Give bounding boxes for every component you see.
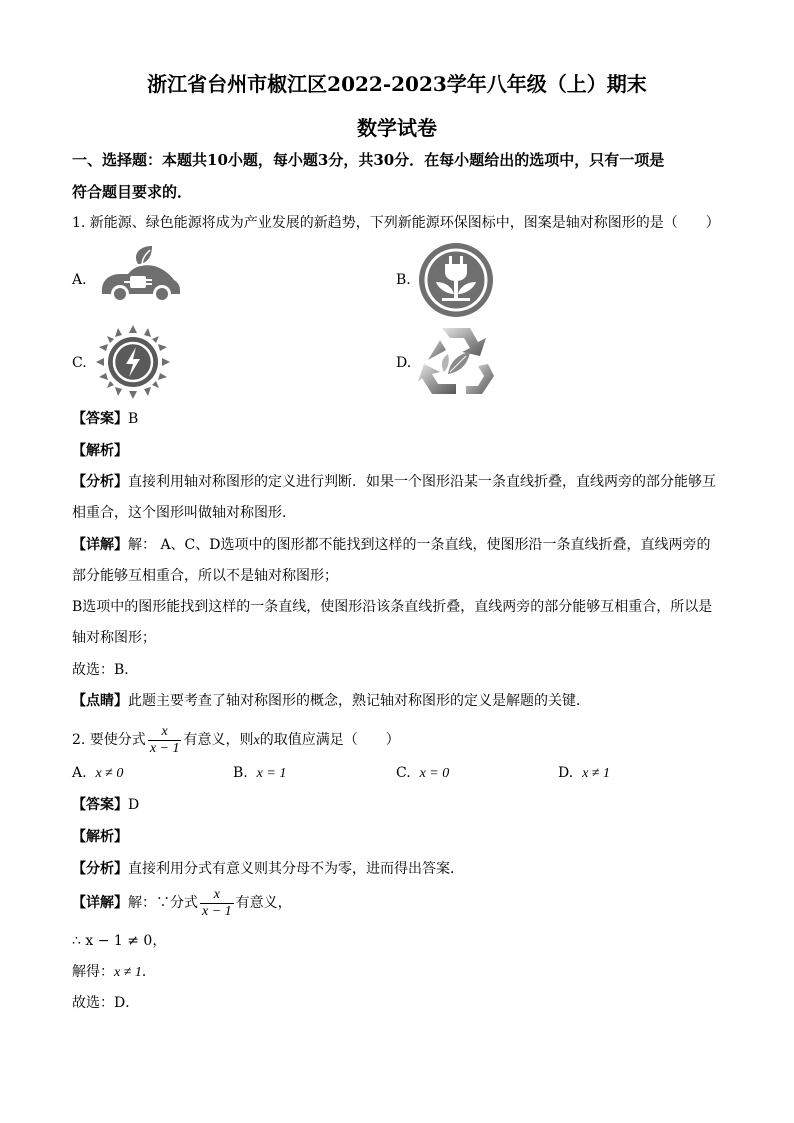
q1-detail-line4: 轴对称图形； <box>72 630 156 646</box>
q1-option-a-label: A. <box>72 272 87 288</box>
q2-step2-post: ． <box>141 964 156 980</box>
q1-answer: B <box>128 411 139 427</box>
q2-option-c-expr: x = 0 <box>419 766 450 781</box>
q2-stem-mid: 有意义，则 <box>183 732 254 748</box>
q2-option-c <box>396 765 449 782</box>
q2-fenxi-tag: 【分析】 <box>72 861 128 877</box>
q1-option-d-label: D. <box>396 355 412 371</box>
section-heading-line1: 一、选择题：本题共10小题，每小题3分，共30分．在每小题给出的选项中，只有一项是 <box>72 151 665 169</box>
q2-stem-post: 的取值应满足（ ） <box>259 732 400 748</box>
solar-lightning-icon <box>96 325 170 403</box>
q2-stem <box>72 723 400 758</box>
q2-fenxi-text: 直接利用分式有意义则其分母不为零，进而得出答案． <box>128 861 464 877</box>
q1-detail-tag: 【详解】 <box>72 537 128 553</box>
q2-detail-frac-denominator: x − 1 <box>202 903 232 919</box>
q2-option-b-label: B. <box>233 765 248 781</box>
q2-detail-tag: 【详解】 <box>72 895 128 911</box>
q2-frac-denominator: x − 1 <box>149 740 180 756</box>
q1-review-text: 此题主要考查了轴对称图形的概念，熟记轴对称图形的定义是解题的关键． <box>128 693 590 709</box>
q2-step2-pre: 解得： <box>72 964 114 980</box>
q1-fenxi-tag: 【分析】 <box>72 474 128 490</box>
q2-answer-line <box>72 795 139 815</box>
q2-detail-line <box>72 886 292 920</box>
q2-analysis-tag: 【解析】 <box>72 829 128 845</box>
q2-step2-expr: x ≠ 1 <box>114 965 142 980</box>
q2-stem-pre: 2. 要使分式 <box>72 732 146 748</box>
q2-step2 <box>72 962 156 983</box>
q2-option-a-label: A. <box>72 765 87 781</box>
q1-review-tag: 【点睛】 <box>72 693 128 709</box>
electric-car-icon <box>98 244 182 312</box>
q2-detail-post: 有意义， <box>235 895 292 911</box>
q2-detail-frac-numerator: x <box>200 887 234 904</box>
q1-fenxi-line1 <box>72 472 716 492</box>
q1-detail-line2: 部分能够互相重合，所以不是轴对称图形； <box>72 568 338 584</box>
q1-answer-line <box>72 409 138 429</box>
q2-detail-pre: 解：∵分式 <box>128 895 198 911</box>
q2-frac-numerator: x <box>148 724 182 741</box>
q1-detail-text1: 解： A、C、D选项中的图形都不能找到这样的一条直线，使图形沿一条直线折叠，直线两旁的 <box>128 537 711 553</box>
q1-choice: 故选：B． <box>72 662 139 678</box>
q1-answer-tag: 【答案】 <box>72 411 128 427</box>
q1-review-line <box>72 691 590 711</box>
plug-sprout-icon <box>418 242 494 322</box>
q2-answer-tag: 【答案】 <box>72 797 128 813</box>
q2-choice: 故选：D． <box>72 995 140 1011</box>
q2-option-d <box>558 765 610 782</box>
q1-fenxi-text1: 直接利用轴对称图形的定义进行判断．如果一个图形沿某一条直线折叠，直线两旁的部分能够互 <box>128 474 716 490</box>
q2-answer: D <box>128 797 140 813</box>
exam-subtitle: 数学试卷 <box>357 116 437 140</box>
q2-fenxi-line <box>72 859 464 879</box>
q2-fraction <box>148 724 182 757</box>
recycle-leaf-icon <box>418 324 496 402</box>
q2-option-d-label: D. <box>558 765 574 781</box>
q2-option-d-expr: x ≠ 1 <box>582 766 610 781</box>
q2-detail-fraction <box>200 887 234 920</box>
exam-title: 浙江省台州市椒江区2022-2023学年八年级（上）期末 <box>147 72 647 96</box>
q1-fenxi-line2: 相重合，这个图形叫做轴对称图形． <box>72 505 296 521</box>
q2-option-a-expr: x ≠ 0 <box>95 766 124 781</box>
q1-detail-line3: B选项中的图形能找到这样的一条直线，使图形沿该条直线折叠，直线两旁的部分能够互相重合，所以是 <box>72 599 713 615</box>
q1-option-b-label: B. <box>396 272 411 288</box>
q2-step1: ∴ x − 1 ≠ 0， <box>72 933 167 949</box>
q1-stem: 1. 新能源、绿色能源将成为产业发展的新趋势，下列新能源环保图标中，图案是轴对称图形的是（ ） <box>72 215 720 231</box>
q1-detail-line1 <box>72 535 711 555</box>
q2-stem-var: x <box>253 733 260 748</box>
section-heading-line2: 符合题目要求的． <box>72 183 193 201</box>
q2-option-b <box>233 765 286 782</box>
q1-analysis-tag: 【解析】 <box>72 443 128 459</box>
q1-option-c-label: C. <box>72 355 87 371</box>
q2-option-b-expr: x = 1 <box>256 766 287 781</box>
q2-option-a <box>72 765 123 782</box>
q2-option-c-label: C. <box>396 765 411 781</box>
